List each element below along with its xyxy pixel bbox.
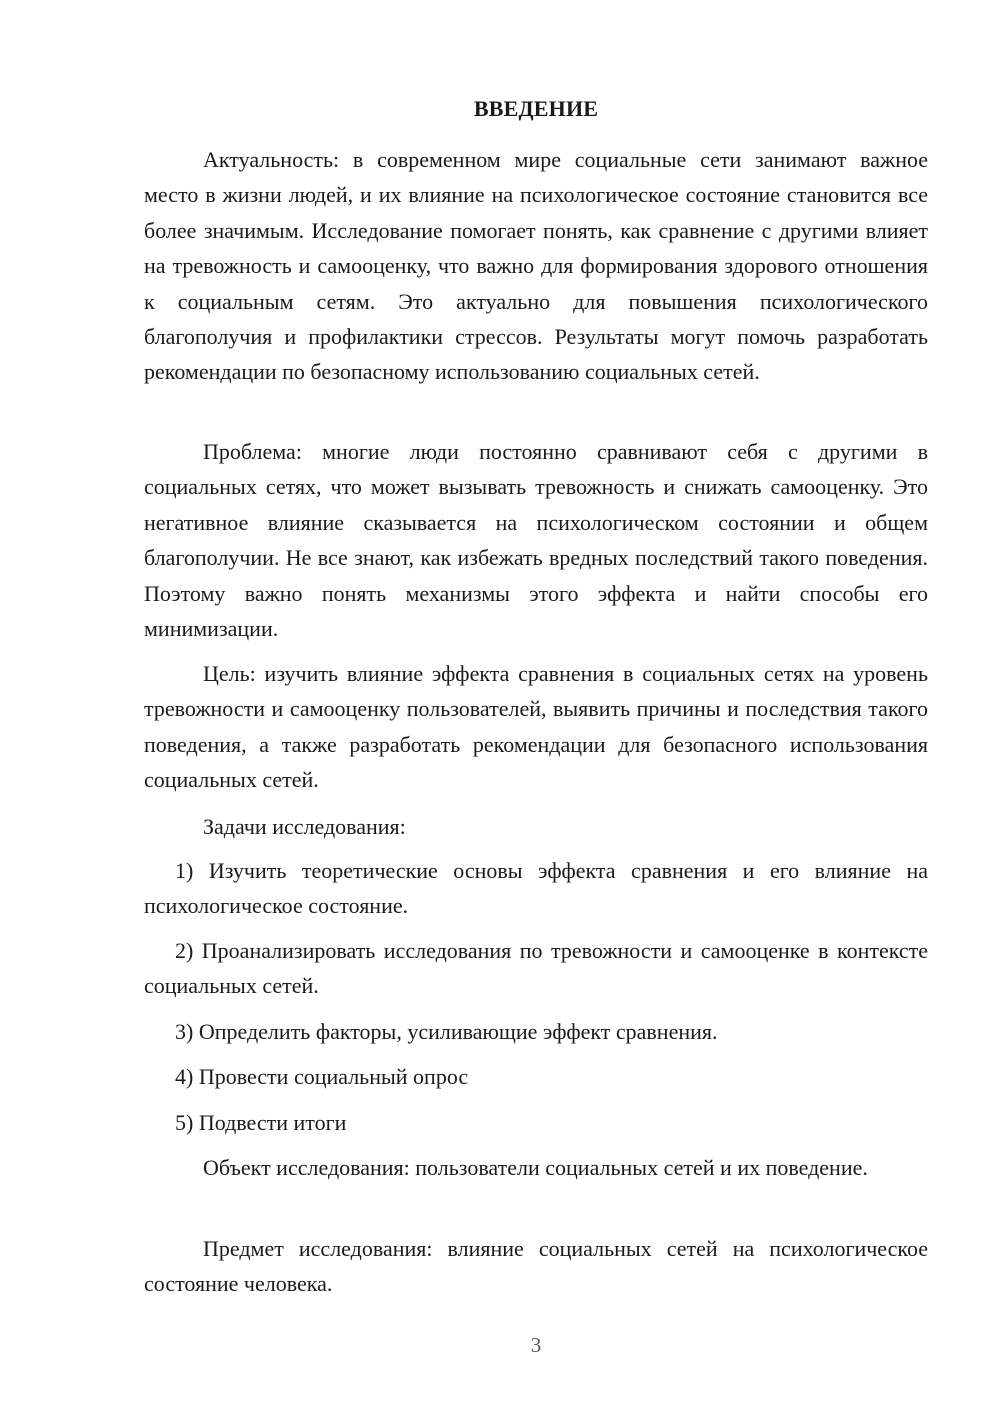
task-item-3: 3) Определить факторы, усиливающие эффект сравнения.	[175, 1019, 718, 1044]
task-item-4: 4) Провести социальный опрос	[175, 1064, 469, 1089]
section-heading: ВВЕДЕНИЕ	[473, 96, 599, 121]
task-item-5: 5) Подвести итоги	[175, 1110, 347, 1135]
subject-paragraph: Предмет исследования: влияние социальных сетей на психологическое состояние человека.	[144, 1236, 928, 1297]
task-item-1: 1) Изучить теоретические основы эффекта сравнения и его влияние на психологическое состояние.	[144, 858, 928, 919]
relevance-paragraph: Актуальность: в современном мире социальные сети занимают важное место в жизни людей, и их влияние на психологическое состояние становится все более значимым. Исследование помогает понять, как сравнение с другими влияет на тревожность и самооценку, что важно для формирования здорового отношения к социальным сетям. Это актуально для повышения психологического благополучия и профилактики стрессов. Результаты могут помочь разработать рекомендации по безопасному использованию социальных сетей.	[144, 147, 928, 385]
problem-paragraph: Проблема: многие люди постоянно сравнивают себя с другими в социальных сетях, что может вызывать тревожность и снижать самооценку. Это негативное влияние сказывается на психологическом состоянии и общем благополучии. Не все знают, как избежать вредных последствий такого поведения. Поэтому важно понять механизмы этого эффекта и найти способы его минимизации.	[144, 439, 928, 642]
page-number: 3	[530, 1333, 542, 1357]
task-item-2: 2) Проанализировать исследования по тревожности и самооценке в контексте социальных сетей.	[144, 938, 928, 999]
goal-paragraph: Цель: изучить влияние эффекта сравнения в социальных сетях на уровень тревожности и самооценку пользователей, выявить причины и последствия такого поведения, а также разработать рекомендации для безопасного использования социальных сетей.	[144, 661, 928, 793]
tasks-title: Задачи исследования:	[203, 814, 406, 839]
object-paragraph: Объект исследования: пользователи социальных сетей и их поведение.	[203, 1155, 868, 1180]
